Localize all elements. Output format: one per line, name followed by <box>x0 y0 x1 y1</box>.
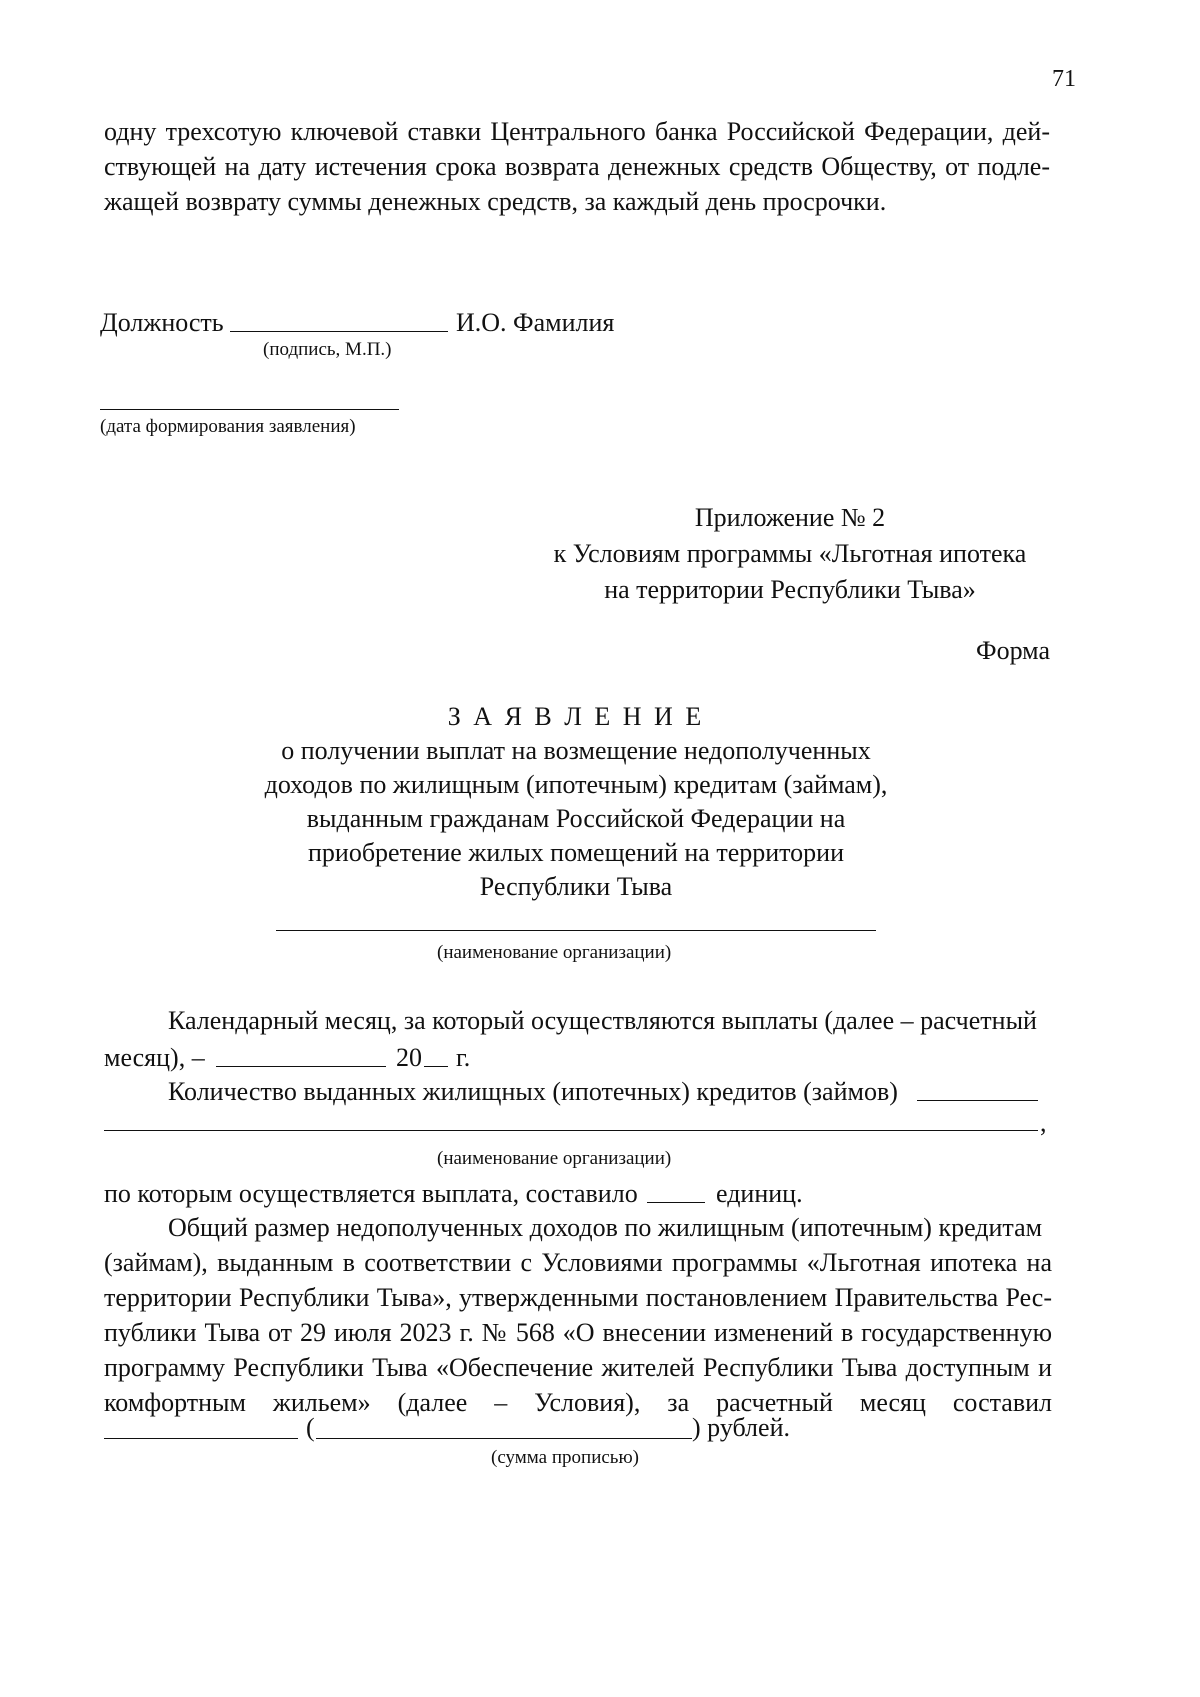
signature-line <box>230 331 448 332</box>
name-label: И.О. Фамилия <box>456 308 615 337</box>
date-caption: (дата формирования заявления) <box>100 416 356 437</box>
title-block <box>200 700 952 904</box>
year-suffix: г. <box>456 1043 471 1072</box>
appendix-block <box>520 500 1060 608</box>
org-name-line <box>276 930 876 931</box>
date-line <box>100 409 399 410</box>
appendix-line-2: к Условиям программы «Льготная ипотека <box>553 539 1027 568</box>
page-number: 71 <box>1052 66 1076 92</box>
intro-line: ствующей на дату истечения срока возврата денежных средств Обществу, от подле- <box>104 152 1050 181</box>
comma: , <box>1040 1108 1047 1137</box>
rub-suffix: ) рублей. <box>692 1413 790 1442</box>
position-label: Должность <box>100 308 224 337</box>
intro-line: жащей возврату суммы денежных средств, за каждый день просрочки. <box>104 187 887 216</box>
title-line: приобретение жилых помещений на территории <box>307 838 845 867</box>
amount-words-line <box>316 1438 692 1439</box>
title-heading: З А Я В Л Е Н И Е <box>447 702 705 731</box>
month-line-2-prefix: месяц), – <box>104 1043 205 1072</box>
title-line: выданным гражданам Российской Федерации на <box>306 804 846 833</box>
org-caption: (наименование организации) <box>437 942 672 963</box>
total-line: Общий размер недополученных доходов по жилищным (ипотечным) кредитам <box>168 1213 1043 1242</box>
form-label: Форма <box>976 636 1050 665</box>
sum-caption: (сумма прописью) <box>491 1447 639 1468</box>
total-line: (займам), выданным в соответствии с Условиями программы «Льготная ипотека на <box>104 1248 1052 1277</box>
title-line: о получении выплат на возмещение недополученных <box>281 736 871 765</box>
year-blank-line <box>424 1066 448 1067</box>
year-prefix: 20 <box>396 1043 422 1072</box>
title-line: Республики Тыва <box>479 872 673 901</box>
count-tail-suffix: единиц. <box>716 1179 803 1208</box>
month-line-1: Календарный месяц, за который осуществляются выплаты (далее – расчетный <box>168 1006 1037 1035</box>
count-tail-prefix: по которым осуществляется выплата, составило <box>104 1179 638 1208</box>
appendix-line-3: на территории Республики Тыва» <box>604 575 976 604</box>
intro-line: одну трехсотую ключевой ставки Центрального банка Российской Федерации, дей- <box>104 117 1050 146</box>
open-paren: ( <box>306 1413 315 1442</box>
amount-blank-line <box>104 1438 298 1439</box>
total-paragraph <box>104 1210 1052 1420</box>
total-line: комфортным жильем» (далее – Условия), за расчетный месяц составил <box>104 1388 1052 1417</box>
count-line: Количество выданных жилищных (ипотечных) кредитов (займов) <box>168 1077 898 1106</box>
month-blank-line <box>216 1066 386 1067</box>
appendix-line-1: Приложение № 2 <box>694 503 886 532</box>
total-line: публики Тыва от 29 июля 2023 г. № 568 «О внесении изменений в государственную <box>104 1318 1052 1347</box>
units-blank-line <box>647 1202 705 1203</box>
org-full-line <box>104 1130 1038 1131</box>
total-line: программу Республики Тыва «Обеспечение жителей Республики Тыва доступным и <box>104 1353 1052 1382</box>
title-line: доходов по жилищным (ипотечным) кредитам (займам), <box>264 770 888 799</box>
intro-paragraph <box>104 114 1050 219</box>
total-line: территории Республики Тыва», утвержденными постановлением Правительства Рес- <box>104 1283 1052 1312</box>
count-blank-line <box>917 1100 1038 1101</box>
org-caption-2: (наименование организации) <box>437 1148 672 1169</box>
signature-caption: (подпись, М.П.) <box>263 339 392 360</box>
